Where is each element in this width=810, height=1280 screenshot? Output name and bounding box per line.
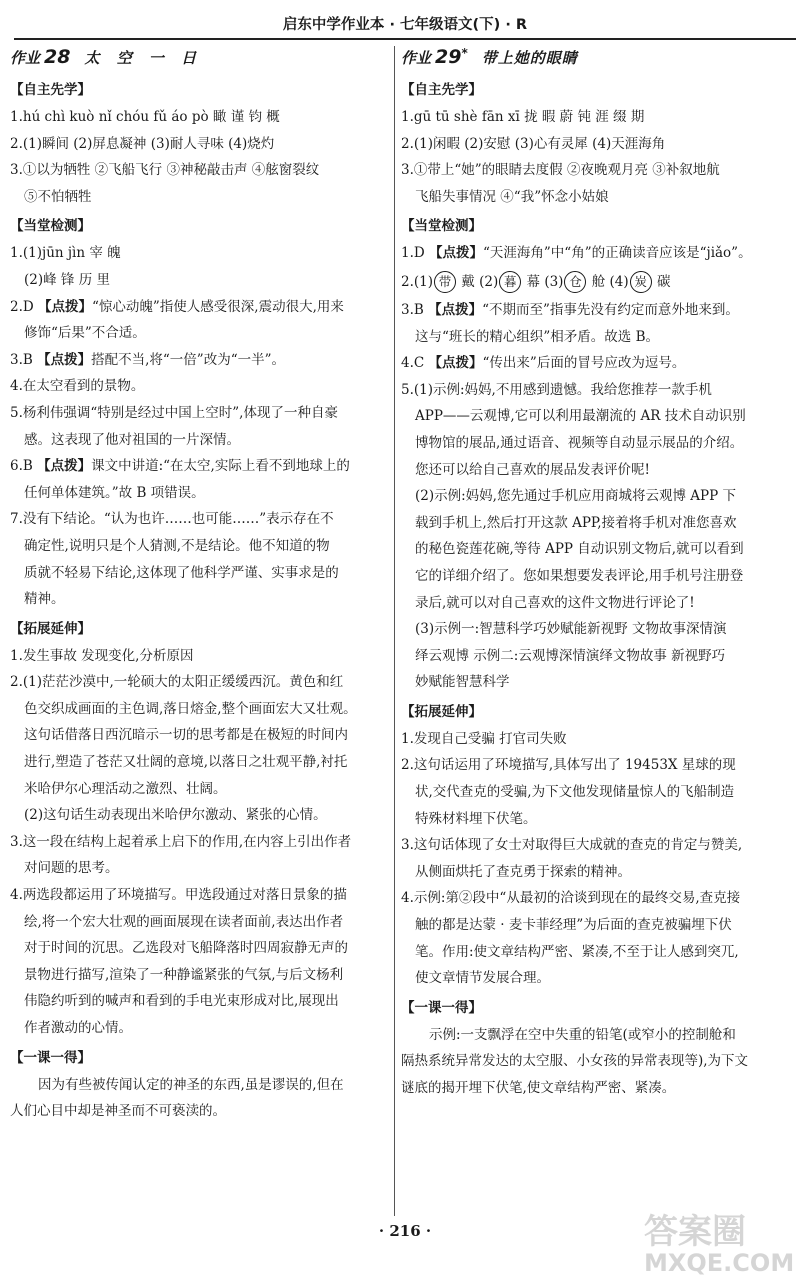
hint-tag: 【点拨】 <box>38 298 92 315</box>
answer-line: 绘,将一个宏大壮观的画面展现在读者面前,表达出作者 <box>24 913 344 930</box>
answer-line: 笔。作用:使文章结构严密、紧凑,不至于让人感到突兀, <box>415 943 739 960</box>
homework-29-title: 作业 29* 带上她的眼睛 <box>401 46 578 68</box>
answer-line: APP——云观博,它可以利用最潮流的 AR 技术自动识别 <box>415 408 746 425</box>
answer-line: 确定性,说明只是个人猜测,不是结论。他不知道的物 <box>24 537 330 554</box>
section-heading: 【当堂检测】 <box>401 218 482 235</box>
answer-line: 4.在太空看到的景物。 <box>10 378 145 395</box>
section-heading: 【拓展延伸】 <box>10 620 91 637</box>
answer-line: 对问题的思考。 <box>24 860 119 877</box>
answer-line: 1.gū tū shè fān xī 拢 暇 蔚 钝 涯 缀 期 <box>401 109 645 125</box>
answer-line: 2.(1)茫茫沙漠中,一轮硕大的太阳正缓缓西沉。黄色和红 <box>10 674 344 691</box>
section-heading: 【一课一得】 <box>10 1049 91 1066</box>
answer-line: 这与“班长的精心组织”相矛盾。故选 B。 <box>415 328 660 345</box>
answer-line: 2.(1) 带 戴 (2) 暮 幕 (3) 仓 舱 (4) 炭 碳 <box>401 267 793 297</box>
answer-line: 2.这句话运用了环境描写,具体写出了 19453X 星球的现 <box>401 757 736 774</box>
circled-character: 带 <box>434 271 456 293</box>
answer-line: 2.D 【点拨】“惊心动魄”指使人感受很深,震动很大,用来 <box>10 298 344 315</box>
answer-line: 1.(1)jūn jìn 宰 魄 <box>10 245 121 262</box>
answer-line: 隔热系统异常发达的太空服、小女孩的异常表现等),为下文 <box>401 1053 749 1070</box>
answer-line: 录后,就可以对自己喜欢的这件文物进行评论了! <box>415 594 695 611</box>
hint-tag: 【点拨】 <box>37 351 92 368</box>
answer-line: 精神。 <box>24 591 65 608</box>
answer-line: 5.(1)示例:妈妈,不用感到遗憾。我给您推荐一款手机 <box>401 381 712 398</box>
answer-line: 因为有些被传闻认定的神圣的东西,虽是谬误的,但在 <box>38 1076 344 1093</box>
answer-line: 感。这表现了他对祖国的一片深情。 <box>24 431 240 448</box>
answer-line: 示例:一支飘浮在空中失重的铅笔(或窄小的控制舱和 <box>429 1026 736 1043</box>
answer-line: 飞船失事情况 ④“我”怀念小姑娘 <box>415 188 609 205</box>
section-heading: 【拓展延伸】 <box>401 703 482 720</box>
section-heading: 【自主先学】 <box>401 82 482 98</box>
hint-tag: 【点拨】 <box>429 245 483 262</box>
answer-line: 从侧面烘托了查克勇于探索的精神。 <box>415 863 631 880</box>
answer-line: 6.B 【点拨】课文中讲道:“在太空,实际上看不到地球上的 <box>10 458 350 475</box>
answer-line: 3.①带上“她”的眼睛去度假 ②夜晚观月亮 ③补叙地航 <box>401 162 720 179</box>
answer-line: 这句话借落日西沉暗示一切的思考都是在极短的时间内 <box>24 727 348 744</box>
watermark-logo <box>640 1205 805 1277</box>
answer-line: 5.杨利伟强调“特别是经过中国上空时”,体现了一种自豪 <box>10 404 338 421</box>
circled-character: 仓 <box>564 271 586 293</box>
answer-line: 色交织成画面的主色调,落日熔金,整个画面宏大又壮观。 <box>24 700 357 717</box>
answer-line: 使文章情节发展合理。 <box>415 970 550 987</box>
answer-line: 1.D 【点拨】“天涯海角”中“角”的正确读音应该是“jiǎo”。 <box>401 245 752 262</box>
hint-tag: 【点拨】 <box>428 301 483 318</box>
answer-line: 博物馆的展品,通过语音、视频等自动显示展品的介绍。 <box>415 434 744 451</box>
answer-line: 您还可以给自己喜欢的展品发表评价呢! <box>415 461 650 478</box>
answer-line: 景物进行描写,渲染了一种静谧紧张的气氛,与后文杨利 <box>24 966 344 983</box>
answer-line: (2)这句话生动表现出米哈伊尔激动、紧张的心情。 <box>24 807 327 824</box>
circled-character: 暮 <box>499 271 521 293</box>
answer-line: (2)示例:妈妈,您先通过手机应用商城将云观博 APP 下 <box>415 488 736 505</box>
answer-line: 3.这句话体现了女士对取得巨大成就的查克的肯定与赞美, <box>401 837 743 854</box>
page-number: · 216 · <box>378 1222 432 1240</box>
answer-line: 3.①以为牺牲 ②飞船飞行 ③神秘敲击声 ④舷窗裂纹 <box>10 162 320 179</box>
answer-line: 人们心目中却是神圣而不可亵渎的。 <box>10 1103 226 1120</box>
column-divider <box>394 46 395 1216</box>
section-heading: 【一课一得】 <box>401 999 482 1016</box>
answer-line: 它的详细介绍了。您如果想要发表评论,用手机号注册登 <box>415 567 744 584</box>
answer-line: 对于时间的沉思。乙选段对飞船降落时四周寂静无声的 <box>24 940 348 957</box>
answer-line: 1.发现自己受骗 打官司失败 <box>401 730 567 747</box>
answer-line: 的秘色瓷莲花碗,等待 APP 自动识别文物后,就可以看到 <box>415 541 744 558</box>
answer-line: 触的都是达蒙 · 麦卡菲经理”为后面的查克被骗埋下伏 <box>415 917 732 934</box>
answer-line: 状,交代查克的受骗,为下文他发现储量惊人的飞船制造 <box>415 784 735 801</box>
hint-tag: 【点拨】 <box>428 355 483 372</box>
answer-line: 伟隐约听到的喊声和看到的手电光束形成对比,展现出 <box>24 993 339 1010</box>
answer-line: 特殊材料埋下伏笔。 <box>415 810 537 827</box>
watermark-top-text: 答案圈 <box>644 1212 746 1252</box>
section-heading: 【当堂检测】 <box>10 218 91 235</box>
answer-line: 进行,塑造了苍茫又壮阔的意境,以落日之壮观平静,衬托 <box>24 754 348 771</box>
answer-line: 3.B 【点拨】搭配不当,将“一倍”改为“一半”。 <box>10 351 285 368</box>
answer-line: 4.两选段都运用了环境描写。甲选段通过对落日景象的描 <box>10 887 347 904</box>
hint-tag: 【点拨】 <box>37 458 92 475</box>
homework-28-title: 作业 28 太 空 一 日 <box>10 46 203 68</box>
answer-line: 1.发生事故 发现变化,分析原因 <box>10 647 194 664</box>
page-header: 启东中学作业本 · 七年级语文(下) · R <box>14 8 796 40</box>
answer-line: 1.hú chì kuò nǐ chóu fǔ áo pò 瞰 谨 钧 概 <box>10 109 280 125</box>
answer-line: 妙赋能智慧科学 <box>415 674 510 691</box>
answer-line: 3.B 【点拨】“不期而至”指事先没有约定而意外地来到。 <box>401 301 739 318</box>
answer-line: 修饰“后果”不合适。 <box>24 325 146 342</box>
answer-line: 质就不轻易下结论,这体现了他科学严谨、实事求是的 <box>24 564 339 581</box>
answer-line: 作者激动的心情。 <box>24 1020 132 1036</box>
answer-line: 4.示例:第②段中“从最初的洽谈到现在的最终交易,查克接 <box>401 890 741 907</box>
answer-line: 任何单体建筑。”故 B 项错误。 <box>24 484 205 501</box>
answer-line: 2.(1)闲暇 (2)安慰 (3)心有灵犀 (4)天涯海角 <box>401 135 666 152</box>
answer-line: 7.没有下结论。“认为也许……也可能……”表示存在不 <box>10 511 334 528</box>
answer-line: 谜底的揭开埋下伏笔,使文章结构严密、紧凑。 <box>401 1080 676 1096</box>
circled-character: 炭 <box>630 271 652 293</box>
left-column <box>10 46 388 1221</box>
section-heading: 【自主先学】 <box>10 82 91 98</box>
answer-line: ⑤不怕牺牲 <box>24 188 92 205</box>
right-column <box>401 46 793 1226</box>
answer-line: 3.这一段在结构上起着承上启下的作用,在内容上引出作者 <box>10 833 352 850</box>
watermark-bottom-text: MXQE.COM <box>644 1249 795 1277</box>
answer-line: 4.C 【点拨】“传出来”后面的冒号应改为逗号。 <box>401 355 686 372</box>
answer-line: (3)示例一:智慧科学巧妙赋能新视野 文物故事深情演 <box>415 621 727 638</box>
answer-line: 绎云观博 示例二:云观博深情演绎文物故事 新视野巧 <box>415 647 726 664</box>
answer-line: 2.(1)瞬间 (2)屏息凝神 (3)耐人寻味 (4)烧灼 <box>10 135 275 152</box>
answer-line: 米哈伊尔心理活动之激烈、壮阔。 <box>24 780 227 797</box>
answer-line: 载到手机上,然后打开这款 APP,接着将手机对准您喜欢 <box>415 514 737 531</box>
answer-line: (2)峰 锋 历 里 <box>24 271 110 288</box>
